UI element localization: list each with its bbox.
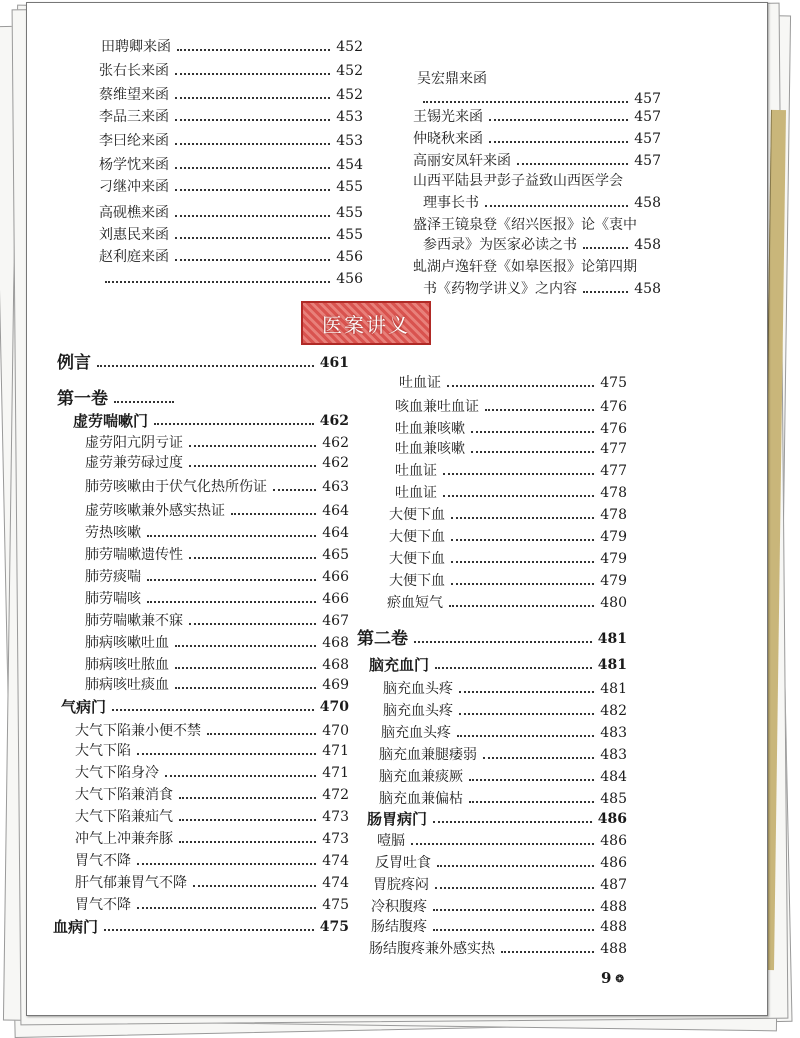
- toc-page-number: 477: [600, 463, 627, 479]
- toc-entry: [85, 449, 349, 471]
- toc-entry: [75, 847, 349, 869]
- leader-dots: [437, 865, 594, 867]
- leader-dots: [273, 489, 316, 491]
- toc-entry-title: 肠结腹疼兼外感实热: [369, 941, 495, 957]
- toc-entry-title: 李曰纶来函: [99, 133, 169, 149]
- toc-page-number: 466: [322, 569, 349, 585]
- toc-entry: [423, 231, 661, 253]
- toc-page-number: 456: [336, 249, 363, 265]
- leader-dots: [443, 473, 594, 475]
- toc-entry: [99, 127, 363, 149]
- toc-entry-title: 脑充血头疼: [381, 725, 451, 741]
- leader-dots: [189, 445, 316, 447]
- toc-entry: [373, 871, 627, 893]
- toc-entry-title: 张右长来函: [99, 63, 169, 79]
- toc-page-number: 480: [600, 595, 627, 611]
- leader-dots: [457, 735, 594, 737]
- toc-entry: [371, 893, 627, 915]
- toc-page-number: 462: [319, 413, 349, 429]
- toc-entry: [75, 825, 349, 847]
- toc-page-number: 470: [322, 723, 349, 739]
- toc-entry-title: 第一卷: [57, 389, 108, 409]
- toc-entry: [371, 913, 627, 935]
- toc-page-number: 488: [600, 941, 627, 957]
- leader-dots: [451, 539, 594, 541]
- toc-page-number: 464: [322, 503, 349, 519]
- toc-entry: [383, 675, 627, 697]
- toc-page-number: 470: [319, 699, 349, 715]
- leader-dots: [179, 819, 316, 821]
- leader-dots: [147, 535, 316, 537]
- toc-page-number: 471: [322, 743, 349, 759]
- toc-entry: [389, 567, 627, 589]
- toc-page-number: 467: [322, 613, 349, 629]
- toc-entry: [99, 103, 363, 125]
- toc-entry-title: 脑充血头疼: [383, 703, 453, 719]
- toc-entry-title: 吐血证: [399, 375, 441, 391]
- toc-entry-title: 赵利庭来函: [99, 249, 169, 265]
- toc-page-number: 487: [600, 877, 627, 893]
- toc-entry: [99, 57, 363, 79]
- toc-page-number: 455: [336, 227, 363, 243]
- toc-entry-title: 大气下陷身冷: [75, 765, 159, 781]
- leader-dots: [459, 713, 594, 715]
- toc-entry-title: 吐血证: [395, 485, 437, 501]
- toc-entry: [423, 275, 661, 297]
- leader-dots: [137, 753, 316, 755]
- toc-page-number: 479: [600, 551, 627, 567]
- toc-entry-title: 仲晓秋来函: [413, 131, 483, 147]
- leader-dots: [501, 951, 594, 953]
- leader-dots: [193, 885, 316, 887]
- toc-page-number: 475: [319, 919, 349, 935]
- toc-entry: [85, 607, 349, 629]
- toc-entry-title: 大气下陷兼小便不禁: [75, 723, 201, 739]
- toc-entry-title: 劳热咳嗽: [85, 525, 141, 541]
- toc-entry: [57, 349, 349, 371]
- toc-page-number: 464: [322, 525, 349, 541]
- toc-entry-title: 胃脘疼闷: [373, 877, 429, 893]
- toc-page-number: 476: [600, 399, 627, 415]
- toc-page-number: 465: [322, 547, 349, 563]
- leader-dots: [147, 579, 316, 581]
- toc-entry-title: 咳血兼吐血证: [395, 399, 479, 415]
- toc-page-number: 477: [600, 441, 627, 457]
- toc-entry-title: 虚劳阳亢阴亏证: [85, 435, 183, 451]
- leader-dots: [447, 385, 594, 387]
- toc-page-number: 486: [600, 855, 627, 871]
- toc-entry: [413, 211, 661, 233]
- toc-entry: [75, 717, 349, 739]
- toc-entry: [85, 563, 349, 585]
- leader-dots: [433, 929, 594, 931]
- toc-page-number: 463: [322, 479, 349, 495]
- leader-dots: [165, 775, 316, 777]
- toc-entry-title: 肺劳痰喘: [85, 569, 141, 585]
- toc-entry-title: 血病门: [53, 918, 99, 936]
- toc-page-number: 452: [336, 39, 363, 55]
- toc-page-number: 479: [600, 573, 627, 589]
- leader-dots: [175, 237, 330, 239]
- toc-page-number: 476: [600, 421, 627, 437]
- leader-dots: [451, 517, 594, 519]
- toc-entry-title: 肠胃病门: [367, 810, 428, 828]
- leader-dots: [175, 645, 316, 647]
- toc-entry: [101, 33, 363, 55]
- toc-page-number: 466: [322, 591, 349, 607]
- leader-dots: [97, 365, 314, 367]
- toc-page-number: 457: [634, 131, 661, 147]
- toc-page-number: 481: [597, 631, 627, 647]
- toc-entry: [99, 173, 363, 195]
- leader-dots: [175, 119, 330, 121]
- leader-dots: [105, 281, 330, 283]
- toc-entry-title: 虚劳咳嗽兼外感实热证: [85, 503, 225, 519]
- toc-entry: [423, 189, 661, 211]
- leader-dots: [207, 733, 316, 735]
- toc-entry: [387, 589, 627, 611]
- toc-entry: [75, 759, 349, 781]
- toc-entry-title: 大气下陷: [75, 743, 131, 759]
- leader-dots: [137, 907, 316, 909]
- toc-entry-title: 脑充血兼腿痿弱: [379, 747, 477, 763]
- toc-entry-title: 刁继冲来函: [99, 179, 169, 195]
- toc-entry: [75, 869, 349, 891]
- toc-page-number: 474: [322, 853, 349, 869]
- leader-dots: [175, 687, 316, 689]
- toc-entry-title: 吴宏鼎来函: [417, 71, 487, 87]
- toc-page-number: 458: [634, 195, 661, 211]
- toc-page-number: 456: [336, 271, 363, 287]
- toc-entry: [379, 785, 627, 807]
- toc-entry: [383, 697, 627, 719]
- toc-entry: [389, 501, 627, 523]
- toc-entry-title: 大气下陷兼疝气: [75, 809, 173, 825]
- toc-entry: [369, 651, 627, 673]
- leader-dots: [489, 141, 628, 143]
- leader-dots: [137, 863, 316, 865]
- toc-entry-title: 大便下血: [389, 551, 445, 567]
- toc-entry-title: 吐血兼咳嗽: [395, 441, 465, 457]
- toc-entry: [413, 125, 661, 147]
- toc-entry: [395, 435, 627, 457]
- toc-entry: [395, 393, 627, 415]
- toc-entry: [413, 253, 661, 275]
- toc-page-number: 481: [600, 681, 627, 697]
- toc-entry: [85, 473, 349, 495]
- toc-page-number: 468: [322, 635, 349, 651]
- toc-entry-title: 虚劳兼劳碌过度: [85, 455, 183, 471]
- toc-entry: [395, 457, 627, 479]
- toc-page-number: 469: [322, 677, 349, 693]
- toc-entry-title: 脑充血门: [369, 656, 430, 674]
- toc-entry-title: 高丽安凤轩来函: [413, 153, 511, 169]
- leader-dots: [471, 431, 594, 433]
- leader-dots: [175, 143, 330, 145]
- page-number-label: 9: [601, 969, 612, 987]
- leader-dots: [489, 119, 628, 121]
- toc-page-number: 472: [322, 787, 349, 803]
- toc-page-number: 479: [600, 529, 627, 545]
- toc-entry-title: 大便下血: [389, 529, 445, 545]
- leader-dots: [175, 167, 330, 169]
- toc-entry: [85, 585, 349, 607]
- toc-entry-title: 虚劳喘嗽门: [73, 412, 149, 430]
- toc-entry: [75, 737, 349, 759]
- leader-dots: [189, 623, 316, 625]
- toc-entry: [85, 497, 349, 519]
- toc-entry: [85, 651, 349, 673]
- toc-entry-title: 大气下陷兼消食: [75, 787, 173, 803]
- leader-dots: [583, 291, 628, 293]
- toc-page-number: 457: [634, 109, 661, 125]
- leader-dots: [483, 757, 594, 759]
- toc-entry-title: 肺劳喘嗽遗传性: [85, 547, 183, 563]
- toc-entry-title: 书《药物学讲义》之内容: [423, 281, 577, 297]
- leader-dots: [411, 843, 594, 845]
- leader-dots: [179, 841, 316, 843]
- toc-entry-title: 王锡光来函: [413, 109, 483, 125]
- toc-entry: [367, 805, 627, 827]
- toc-entry: [53, 913, 349, 935]
- toc-page-number: 483: [600, 747, 627, 763]
- toc-page-number: 474: [322, 875, 349, 891]
- leader-dots: [433, 909, 594, 911]
- toc-entry-title: 参西录》为医家必读之书: [423, 237, 577, 253]
- leader-dots: [471, 451, 594, 453]
- leader-dots: [175, 73, 330, 75]
- leader-dots: [443, 495, 594, 497]
- toc-entry: [99, 199, 363, 221]
- toc-page-number: 458: [634, 237, 661, 253]
- leader-dots: [114, 401, 174, 403]
- toc-page-number: 454: [336, 157, 363, 173]
- toc-entry-title: 脑充血头疼: [383, 681, 453, 697]
- toc-entry-title: 肺病咳吐脓血: [85, 657, 169, 673]
- toc-entry-title: 肺劳咳嗽由于伏气化热所伤证: [85, 479, 267, 495]
- toc-entry: [73, 407, 349, 429]
- toc-page-number: 488: [600, 919, 627, 935]
- toc-entry-title: 瘀血短气: [387, 595, 443, 611]
- leader-dots: [179, 797, 316, 799]
- toc-entry-title: 吐血证: [395, 463, 437, 479]
- leader-dots: [517, 163, 628, 165]
- toc-entry: [395, 415, 627, 437]
- toc-entry: [99, 81, 363, 103]
- toc-entry: [85, 519, 349, 541]
- toc-page-number: 462: [322, 455, 349, 471]
- toc-page-number: 471: [322, 765, 349, 781]
- toc-entry-title: 例言: [57, 353, 91, 373]
- leader-dots: [485, 409, 594, 411]
- leader-dots: [451, 561, 594, 563]
- toc-page-number: 473: [322, 831, 349, 847]
- toc-entry: [85, 541, 349, 563]
- leader-dots: [485, 205, 628, 207]
- toc-page-number: 484: [600, 769, 627, 785]
- toc-entry: [413, 103, 661, 125]
- toc-entry-title: 肺劳喘嗽兼不寐: [85, 613, 183, 629]
- toc-entry: [413, 167, 661, 189]
- leader-dots: [154, 423, 314, 425]
- toc-entry-title: 盛泽王镜泉登《绍兴医报》论《衷中: [413, 217, 637, 233]
- toc-page-number: 473: [322, 809, 349, 825]
- leader-dots: [175, 667, 316, 669]
- toc-page-number: 462: [322, 435, 349, 451]
- toc-entry: [85, 429, 349, 451]
- page-number: [601, 969, 624, 987]
- leader-dots: [449, 605, 594, 607]
- toc-entry-title: 冷积腹疼: [371, 899, 427, 915]
- toc-entry: [379, 741, 627, 763]
- toc-entry-title: 刘惠民来函: [99, 227, 169, 243]
- toc-entry: [357, 625, 627, 647]
- toc-page-number: 486: [597, 811, 627, 827]
- leader-dots: [175, 97, 330, 99]
- toc-entry: [413, 147, 661, 169]
- toc-entry: [389, 545, 627, 567]
- toc-page-number: 455: [336, 205, 363, 221]
- toc-entry-title: 田聘卿来函: [101, 39, 171, 55]
- toc-page-number: 457: [634, 91, 661, 107]
- toc-entry: [75, 803, 349, 825]
- leader-dots: [469, 801, 594, 803]
- toc-entry: [417, 65, 661, 87]
- leader-dots: [112, 709, 314, 711]
- toc-entry: [377, 827, 627, 849]
- toc-page-number: 461: [319, 355, 349, 371]
- toc-page-number: 478: [600, 485, 627, 501]
- page-ornament-icon: ❂: [615, 973, 624, 985]
- toc-entry-title: 山西平陆县尹彭子益致山西医学会: [413, 173, 623, 189]
- toc-page-number: 488: [600, 899, 627, 915]
- toc-entry-title: 胃气不降: [75, 897, 131, 913]
- toc-entry: [57, 385, 349, 407]
- toc-page-number: 482: [600, 703, 627, 719]
- leader-dots: [189, 465, 316, 467]
- toc-entry-title: 肠结腹疼: [371, 919, 427, 935]
- toc-entry-title: 噎膈: [377, 833, 405, 849]
- leader-dots: [147, 601, 316, 603]
- toc-page-number: 486: [600, 833, 627, 849]
- toc-page-number: 458: [634, 281, 661, 297]
- toc-page-number: 468: [322, 657, 349, 673]
- leader-dots: [177, 49, 330, 51]
- toc-page-number: 475: [600, 375, 627, 391]
- section-banner: [301, 301, 431, 345]
- toc-page-number: 455: [336, 179, 363, 195]
- leader-dots: [175, 215, 330, 217]
- toc-page-number: 457: [634, 153, 661, 169]
- leader-dots: [231, 513, 316, 515]
- toc-entry-title: 反胃吐食: [375, 855, 431, 871]
- toc-entry-title: 肺劳喘咳: [85, 591, 141, 607]
- toc-entry: [99, 151, 363, 173]
- leader-dots: [583, 247, 628, 249]
- toc-entry: [85, 629, 349, 651]
- toc-entry-title: 肝气郁兼胃气不降: [75, 875, 187, 891]
- leader-dots: [433, 821, 592, 823]
- toc-entry: [75, 891, 349, 913]
- toc-entry-title: 大便下血: [389, 507, 445, 523]
- toc-entry-title: 第二卷: [357, 629, 408, 649]
- leader-dots: [414, 641, 592, 643]
- toc-entry: [381, 719, 627, 741]
- leader-dots: [451, 583, 594, 585]
- toc-entry-title: 蔡维望来函: [99, 87, 169, 103]
- leader-dots: [435, 887, 594, 889]
- toc-entry-title: 杨学忱来函: [99, 157, 169, 173]
- toc-entry-title: 李品三来函: [99, 109, 169, 125]
- toc-entry-title: 大便下血: [389, 573, 445, 589]
- toc-page-number: 481: [597, 657, 627, 673]
- toc-entry-title: 脑充血兼偏枯: [379, 791, 463, 807]
- toc-entry: [99, 265, 363, 287]
- leader-dots: [175, 259, 330, 261]
- leader-dots: [469, 779, 594, 781]
- toc-entry-title: 气病门: [61, 698, 107, 716]
- toc-entry: [75, 781, 349, 803]
- toc-page-number: 452: [336, 87, 363, 103]
- toc-entry: [99, 243, 363, 265]
- toc-page: [26, 2, 768, 1016]
- toc-entry: [85, 671, 349, 693]
- leader-dots: [459, 691, 594, 693]
- leader-dots: [175, 189, 330, 191]
- leader-dots: [189, 557, 316, 559]
- toc-entry-title: 虬湖卢逸轩登《如皋医报》论第四期: [413, 259, 637, 275]
- toc-entry: [369, 935, 627, 957]
- toc-entry-title: 冲气上冲兼奔豚: [75, 831, 173, 847]
- toc-entry: [99, 221, 363, 243]
- section-banner-label: 医案讲义: [322, 312, 410, 337]
- toc-entry-title: 高砚樵来函: [99, 205, 169, 221]
- toc-entry: [399, 369, 627, 391]
- toc-page-number: 453: [336, 133, 363, 149]
- toc-entry: [61, 693, 349, 715]
- toc-entry: [395, 479, 627, 501]
- toc-entry-title: 胃气不降: [75, 853, 131, 869]
- toc-page-number: 452: [336, 63, 363, 79]
- leader-dots: [104, 929, 314, 931]
- toc-entry: [389, 523, 627, 545]
- toc-entry: [375, 849, 627, 871]
- toc-page-number: 453: [336, 109, 363, 125]
- toc-entry-title: 肺病咳吐痰血: [85, 677, 169, 693]
- toc-page-number: 475: [322, 897, 349, 913]
- toc-entry-title: 肺病咳嗽吐血: [85, 635, 169, 651]
- toc-entry: [379, 763, 627, 785]
- toc-entry-title: 脑充血兼痰厥: [379, 769, 463, 785]
- toc-page-number: 485: [600, 791, 627, 807]
- leader-dots: [435, 667, 592, 669]
- toc-entry-title: 理事长书: [423, 195, 479, 211]
- toc-page-number: 478: [600, 507, 627, 523]
- toc-entry-title: 吐血兼咳嗽: [395, 421, 465, 437]
- toc-page-number: 483: [600, 725, 627, 741]
